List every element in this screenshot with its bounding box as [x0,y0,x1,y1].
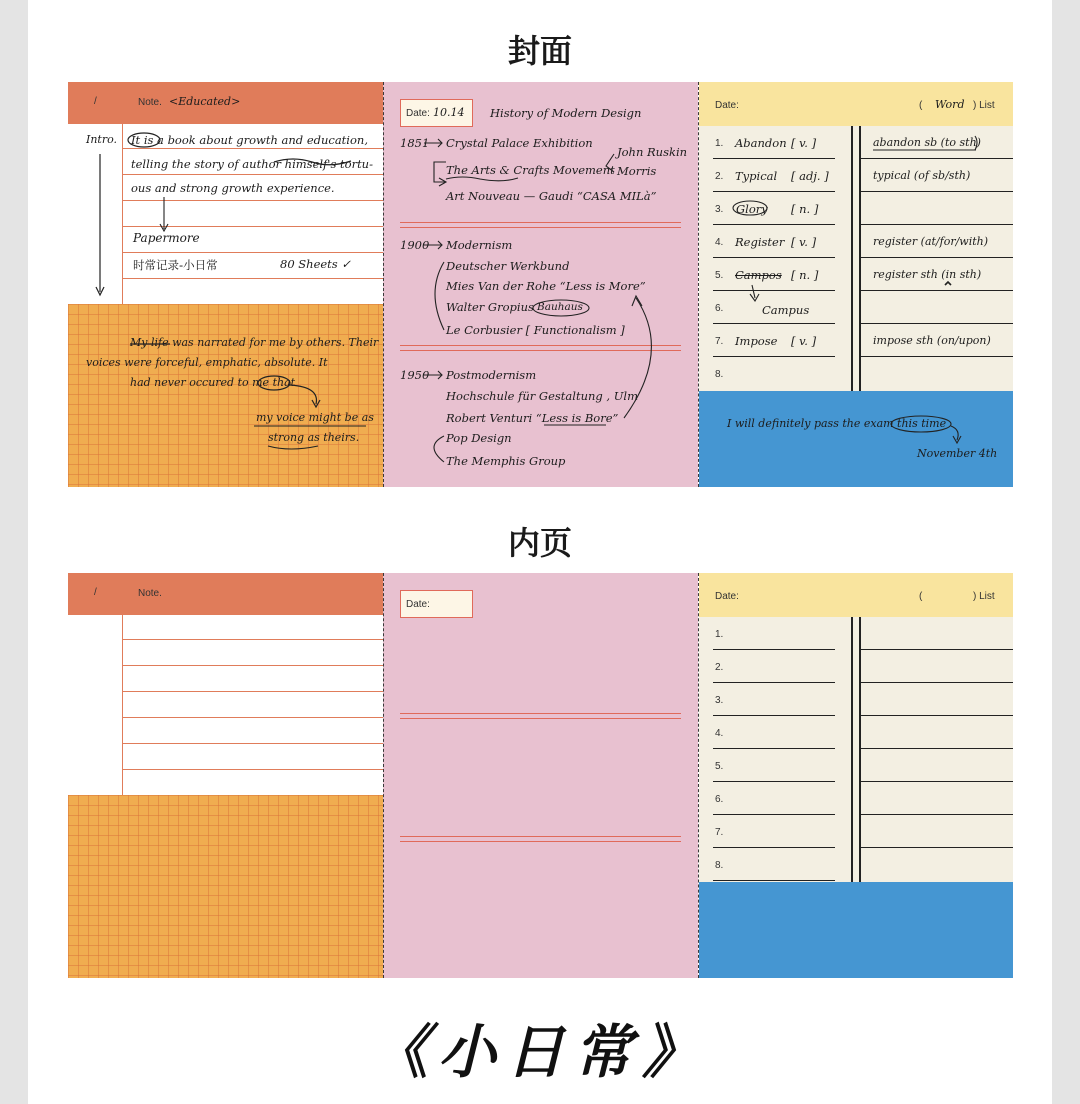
word-rule [713,781,835,782]
date-value: 10.14 [433,106,465,119]
word-rule [713,649,835,650]
word-rule [713,814,835,815]
row-number: 2. [715,171,724,182]
blue-date: November 4th [917,447,998,460]
row-note: impose sth (on/upon) [873,334,991,347]
row-number: 6. [715,303,724,314]
inner-spread [68,573,1013,978]
row-number: 1. [715,629,724,640]
row-note: register sth (in sth) [873,268,982,281]
row-number: 6. [715,794,724,805]
paren-open: ( [919,591,923,602]
note-rule-right [861,748,1013,749]
note-rule-right [861,781,1013,782]
row-word: Register [735,235,785,249]
list-label: ) List [973,591,995,602]
grid-text-line: my voice might be as [256,411,374,424]
word-header-bar [699,573,1013,617]
row-pos: [ n. ] [791,202,819,216]
word-divider [851,617,853,882]
row-note: typical (of sb/sth) [873,169,971,182]
note-rule [123,639,383,640]
row-number: 4. [715,728,724,739]
word-rule [713,847,835,848]
cover-heading: 封面 [507,32,572,70]
history-doodles [384,82,698,487]
row-number: 3. [715,695,724,706]
circled-word: Bauhaus [537,301,583,313]
row-word: Impose [735,334,778,348]
blue-note: I will definitely pass the exam this time [727,417,947,430]
history-title: History of Modern Design [490,106,642,120]
section-divider [400,841,681,842]
cover-note-panel [68,82,383,487]
history-item: Mies Van der Rohe “Less is More” [446,279,646,293]
row-word: Campus [762,303,810,317]
row-number: 7. [715,827,724,838]
intro-line: It is a book about growth and education, [131,133,368,147]
year-label: 1851 [400,136,430,150]
note-margin-line [122,615,123,795]
intro-label: Intro. [86,133,118,146]
history-item: Postmodernism [446,368,537,382]
word-blue-footer [699,882,1013,978]
row-number: 8. [715,860,724,871]
row-pos: [ v. ] [791,136,817,150]
inner-note-panel [68,573,383,978]
history-item: Crystal Palace Exhibition [446,136,593,150]
inner-date-panel [383,573,698,978]
word-doodles [699,82,1013,487]
history-item: The Memphis Group [446,454,566,468]
history-side-note: Morris [617,164,657,178]
note-grid-area [68,795,383,978]
cover-date-panel [383,82,698,487]
section-divider [400,836,681,837]
note-rule-right [861,847,1013,848]
row-number: 5. [715,270,724,281]
year-label: 1900 [400,238,430,252]
history-item: Deutscher Werkbund [446,259,570,273]
word-date-label: Date: [715,591,739,602]
grid-text-line: had never occured to me that [130,376,296,389]
intro-line: ous and strong growth experience. [131,181,335,195]
paren-open: ( [919,100,923,111]
row-word: Abandon [735,136,787,150]
inner-heading: 内页 [507,524,572,562]
word-list-area [699,617,1013,882]
note-label: Note. [138,588,162,599]
date-label: Date: [406,108,430,119]
row-word: Glory [736,202,768,216]
word-rule [713,715,835,716]
note-doodles [68,82,383,487]
note-lines-area [68,615,383,795]
year-label: 1950 [400,368,430,382]
word-rule [713,748,835,749]
note-rule-right [861,649,1013,650]
intro-line: telling the story of author himself's tortu- [131,157,373,171]
history-item: Hochschule für Gestaltung , Ulm [446,389,638,403]
history-item: Robert Venturi “Less is Bore” [446,411,619,425]
note-rule-right [861,715,1013,716]
row-number: 8. [715,369,724,380]
row-pos: [ adj. ] [791,169,829,183]
row-number: 2. [715,662,724,673]
brand-name: Papermore [133,231,200,245]
list-label: ) List [973,100,995,111]
row-note: register (at/for/with) [873,235,989,248]
word-rule [713,682,835,683]
row-number: 1. [715,138,724,149]
note-rule [123,717,383,718]
cover-word-panel [698,82,1013,487]
sheet-count: 80 Sheets ✓ [280,257,351,271]
note-rule-right [861,682,1013,683]
word-title: Word [935,98,965,111]
row-note: abandon sb (to sth) [873,136,981,149]
note-value: <Educated> [169,95,241,108]
cover-spread [68,82,1013,487]
row-number: 7. [715,336,724,347]
history-item: Le Corbusier [ Functionalism ] [446,323,625,337]
note-rule [123,665,383,666]
note-slash: / [94,96,97,107]
note-header-bar [68,573,383,615]
word-rule [713,880,835,881]
grid-text-line: strong as theirs. [268,431,360,444]
note-rule [123,743,383,744]
history-item: Walter Gropius [446,300,534,314]
row-number: 3. [715,204,724,215]
inner-word-panel [698,573,1013,978]
note-rule [123,691,383,692]
history-item: The Arts & Crafts Movement [446,163,615,177]
note-label: Note. [138,97,162,108]
row-number: 5. [715,761,724,772]
history-item: Modernism [446,238,513,252]
row-pos: [ v. ] [791,334,817,348]
product-title: 《小日常》 [369,1018,710,1086]
history-item: Art Nouveau — Gaudi “CASA MILà” [446,189,657,203]
row-pos: [ v. ] [791,235,817,249]
word-date-label: Date: [715,100,739,111]
section-divider [400,718,681,719]
note-slash: / [94,587,97,598]
grid-text-line: My life was narrated for me by others. Their [130,336,379,349]
grid-text-line: voices were forceful, emphatic, absolute. It [86,356,328,369]
date-label: Date: [406,599,430,610]
note-rule [123,769,383,770]
note-rule-right [861,814,1013,815]
row-pos: [ n. ] [791,268,819,282]
section-divider [400,713,681,714]
row-word: Typical [735,169,778,183]
row-number: 4. [715,237,724,248]
history-item: Pop Design [446,431,512,445]
history-side-note: John Ruskin [617,145,688,159]
product-line: 时常记录-小日常 [133,258,218,272]
word-divider [859,617,861,882]
row-word: Campos [735,268,782,282]
